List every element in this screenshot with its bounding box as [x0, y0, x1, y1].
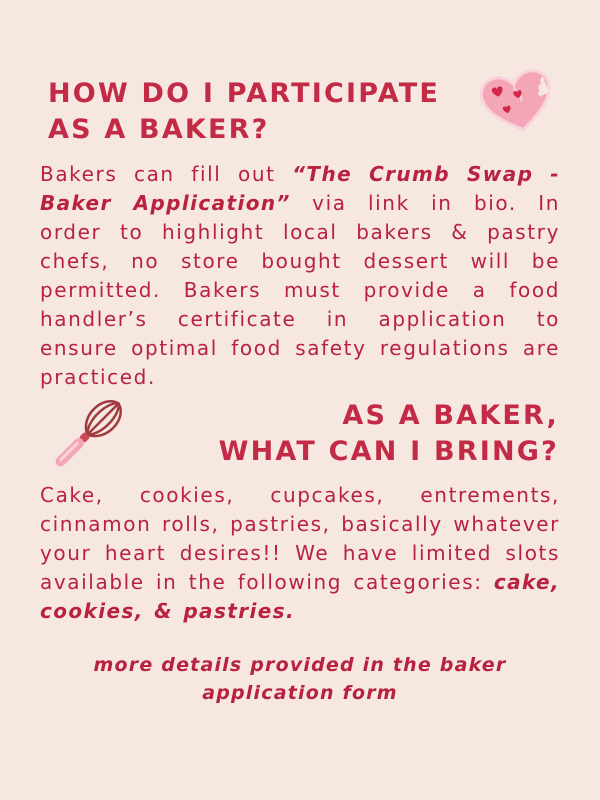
footer-note [40, 651, 560, 707]
section1-body-intro: Bakers can fill out [40, 162, 293, 186]
categories-list: cake, cookies, & pastries. [40, 570, 560, 623]
whisk-icon [45, 396, 127, 476]
section2-heading-line2: WHAT CAN I BRING? [218, 436, 559, 467]
footer-line2: application form [202, 682, 398, 704]
section2-heading [179, 398, 559, 470]
section1-heading [48, 76, 468, 148]
section2-body [40, 481, 560, 626]
application-name: “The Crumb Swap - Baker Application” [40, 162, 560, 215]
section1-heading-line1: HOW DO I PARTICIPATE [48, 78, 441, 109]
section2-heading-line1: AS A BAKER, [342, 400, 559, 431]
heart-icon [478, 68, 558, 138]
section1-body [40, 160, 560, 392]
section1-heading-line2: AS A BAKER? [48, 114, 270, 145]
footer-line1: more details provided in the baker [93, 654, 507, 676]
section1-body-rest: via link in bio. In order to highlight local bakers & pastry chefs, no store bought dessert will be permitted. Bakers must provide a food handler’s certificate in application to ensure optimal food safety regulations are practiced. [40, 191, 561, 389]
section2-body-text: Cake, cookies, cupcakes, entrements, cinnamon rolls, pastries, basically whatever your heart desires!! We have limited slots available in the following categories: [40, 483, 560, 594]
